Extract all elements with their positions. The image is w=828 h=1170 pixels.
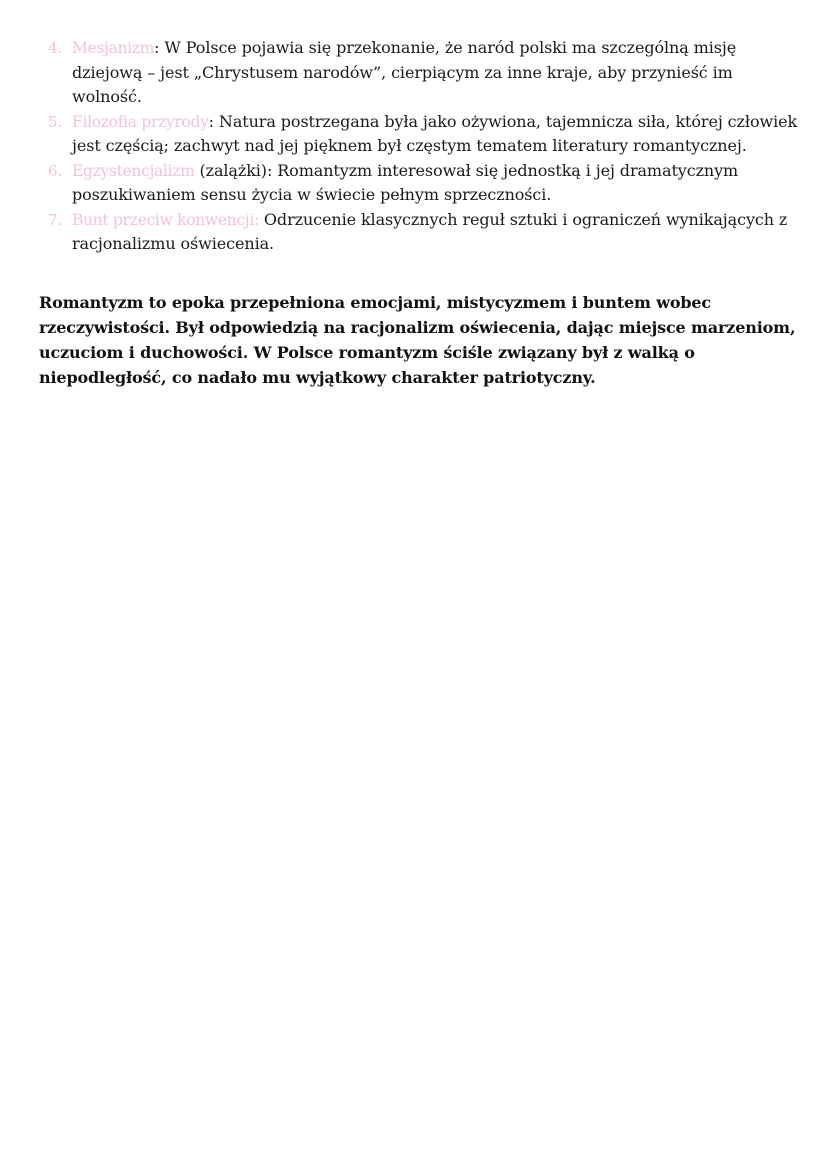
list-item — [44, 36, 804, 110]
list-item-term: Bunt przeciw konwencji: — [72, 210, 259, 229]
list-item — [44, 159, 804, 208]
list-item-term: Mesjanizm — [72, 39, 155, 57]
list-item-text: Odrzucenie klasycznych reguł sztuki i ograniczeń wynikających z racjonalizmu oświecenia. — [72, 209, 788, 253]
list-item — [44, 110, 804, 159]
summary-paragraph: Romantyzm to epoka przepełniona emocjami, mistycyzmem i buntem wobec rzeczywistości. Był odpowiedzią na racjonalizm oświecenia, dając miejsce marzeniom, uczuciom i duchowości. W Polsce romantyzm ściśle związany był z walką o niepodległość, co nadało mu wyjątkowy charakter patriotyczny. — [39, 293, 796, 387]
romanticism-features-list — [44, 36, 804, 257]
list-item-number: 7. — [48, 210, 63, 229]
list-item — [44, 208, 804, 257]
list-item-text: : Natura postrzegana była jako ożywiona, tajemnicza siła, której człowiek jest częścią; zachwyt nad jej pięknem był częstym tematem literatury romantycznej. — [72, 111, 798, 155]
list-item-term: Egzystencjalizm — [72, 161, 195, 180]
list-item-number: 5. — [48, 112, 63, 131]
list-item-term: Filozofia przyrody — [72, 112, 209, 131]
list-item-text: : W Polsce pojawia się przekonanie, że naród polski ma szczególną misję dziejową – jest „Chrystusem narodów”, cierpiącym za inne kraje, aby przynieść im wolność. — [72, 38, 737, 106]
list-item-text: (zalążki): Romantyzm interesował się jednostką i jej dramatycznym poszukiwaniem sensu życia w świecie pełnym sprzeczności. — [72, 160, 739, 204]
list-item-number: 6. — [48, 161, 63, 180]
list-item-number: 4. — [48, 39, 63, 57]
